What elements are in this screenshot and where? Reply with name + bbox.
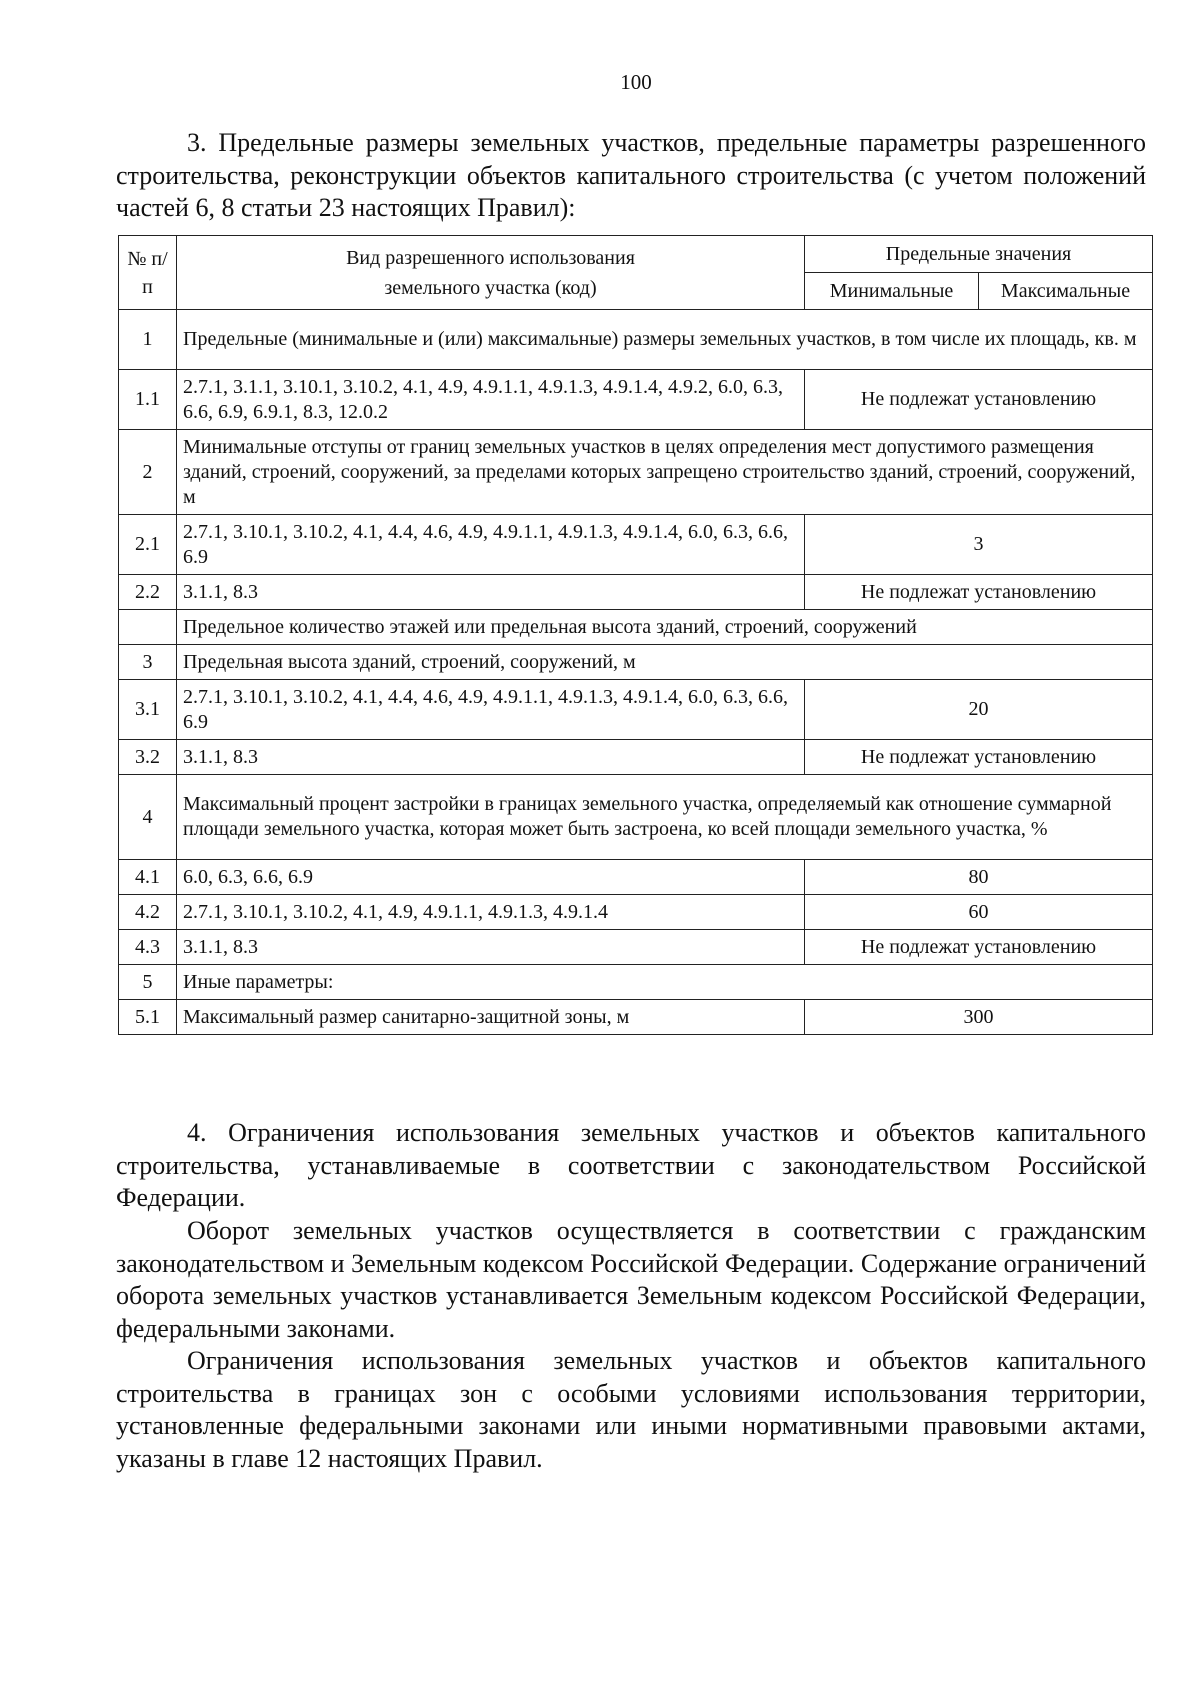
row-description: 6.0, 6.3, 6.6, 6.9 (177, 860, 805, 895)
table-row (119, 965, 1153, 1000)
row-value: Не подлежат установлению (805, 370, 1153, 430)
page-number: 100 (620, 70, 652, 94)
row-number: 3 (119, 645, 177, 680)
row-description: 2.7.1, 3.10.1, 3.10.2, 4.1, 4.9, 4.9.1.1, 4.9.1.3, 4.9.1.4 (177, 895, 805, 930)
row-value: 60 (805, 895, 1153, 930)
table-row (119, 310, 1153, 370)
table-row (119, 1000, 1153, 1035)
row-description: Минимальные отступы от границ земельных участков в целях определения мест допустимого размещения зданий, строений, сооружений, за пределами которых запрещено строительство зданий, строений, сооружений, м (177, 430, 1153, 515)
row-description: 3.1.1, 8.3 (177, 575, 805, 610)
row-value: Не подлежат установлению (805, 930, 1153, 965)
header-type: Вид разрешенного использования земельного участка (код) (177, 236, 805, 310)
section-3-intro: 3. Предельные размеры земельных участков, предельные параметры разрешенного строительства, реконструкции объектов капитального строительства (с учетом положений частей 6, 8 статьи 23 настоящих Правил): (116, 128, 1146, 222)
row-description: Предельное количество этажей или предельная высота зданий, строений, сооружений (177, 610, 1153, 645)
table-row (119, 930, 1153, 965)
table-row (119, 680, 1153, 740)
table-row (119, 370, 1153, 430)
section-4-paragraph-2: Ограничения использования земельных участков и объектов капитального строительства в границах зон с особыми условиями использования территории, установленные федеральными законами или иными нормативными правовыми актами, указаны в главе 12 настоящих Правил. (116, 1346, 1146, 1473)
row-value: 3 (805, 515, 1153, 575)
header-limits: Предельные значения (805, 236, 1153, 273)
table-row (119, 515, 1153, 575)
row-number: 1.1 (119, 370, 177, 430)
row-number: 4.1 (119, 860, 177, 895)
table-row (119, 775, 1153, 860)
row-number: 2 (119, 430, 177, 515)
row-number: 3.1 (119, 680, 177, 740)
row-description: 3.1.1, 8.3 (177, 740, 805, 775)
row-number: 4.3 (119, 930, 177, 965)
row-description: Предельная высота зданий, строений, сооружений, м (177, 645, 1153, 680)
table-row (119, 895, 1153, 930)
row-description: 2.7.1, 3.10.1, 3.10.2, 4.1, 4.4, 4.6, 4.9, 4.9.1.1, 4.9.1.3, 4.9.1.4, 6.0, 6.3, 6.6, 6.9 (177, 515, 805, 575)
row-number: 2.1 (119, 515, 177, 575)
table-row (119, 645, 1153, 680)
row-value: Не подлежат установлению (805, 575, 1153, 610)
row-number (119, 610, 177, 645)
row-value: 300 (805, 1000, 1153, 1035)
row-number: 4.2 (119, 895, 177, 930)
header-min: Минимальные (805, 273, 979, 310)
row-description: 2.7.1, 3.10.1, 3.10.2, 4.1, 4.4, 4.6, 4.9, 4.9.1.1, 4.9.1.3, 4.9.1.4, 6.0, 6.3, 6.6, 6.9 (177, 680, 805, 740)
row-description: Предельные (минимальные и (или) максимальные) размеры земельных участков, в том числе их площадь, кв. м (177, 310, 1153, 370)
row-number: 2.2 (119, 575, 177, 610)
row-number: 5.1 (119, 1000, 177, 1035)
row-value: 80 (805, 860, 1153, 895)
row-description: Максимальный процент застройки в границах земельного участка, определяемый как отношение суммарной площади земельного участка, которая может быть застроена, ко всей площади земельного участка, % (177, 775, 1153, 860)
row-number: 1 (119, 310, 177, 370)
header-num: № п/п (119, 236, 177, 310)
table-row (119, 575, 1153, 610)
row-value: 20 (805, 680, 1153, 740)
row-description: 2.7.1, 3.1.1, 3.10.1, 3.10.2, 4.1, 4.9, 4.9.1.1, 4.9.1.3, 4.9.1.4, 4.9.2, 6.0, 6.3, 6.6, 6.9, 6.9.1, 8.3, 12.0.2 (177, 370, 805, 430)
table-row (119, 860, 1153, 895)
section-4-title: 4. Ограничения использования земельных участков и объектов капитального строительства, устанавливаемые в соответствии с законодательством Российской Федерации. (116, 1118, 1146, 1212)
row-description: Иные параметры: (177, 965, 1153, 1000)
row-description: 3.1.1, 8.3 (177, 930, 805, 965)
row-number: 3.2 (119, 740, 177, 775)
section-4-paragraph-1: Оборот земельных участков осуществляется в соответствии с гражданским законодательством и Земельным кодексом Российской Федерации. Содержание ограничений оборота земельных участков устанавливается Земельным кодексом Российской Федерации, федеральными законами. (116, 1216, 1146, 1343)
row-number: 4 (119, 775, 177, 860)
limits-table (118, 235, 1152, 1035)
row-number: 5 (119, 965, 177, 1000)
table-row (119, 740, 1153, 775)
header-max: Максимальные (979, 273, 1153, 310)
row-description: Максимальный размер санитарно-защитной зоны, м (177, 1000, 805, 1035)
table-row (119, 430, 1153, 515)
table-row (119, 610, 1153, 645)
row-value: Не подлежат установлению (805, 740, 1153, 775)
table-body (119, 310, 1153, 1035)
